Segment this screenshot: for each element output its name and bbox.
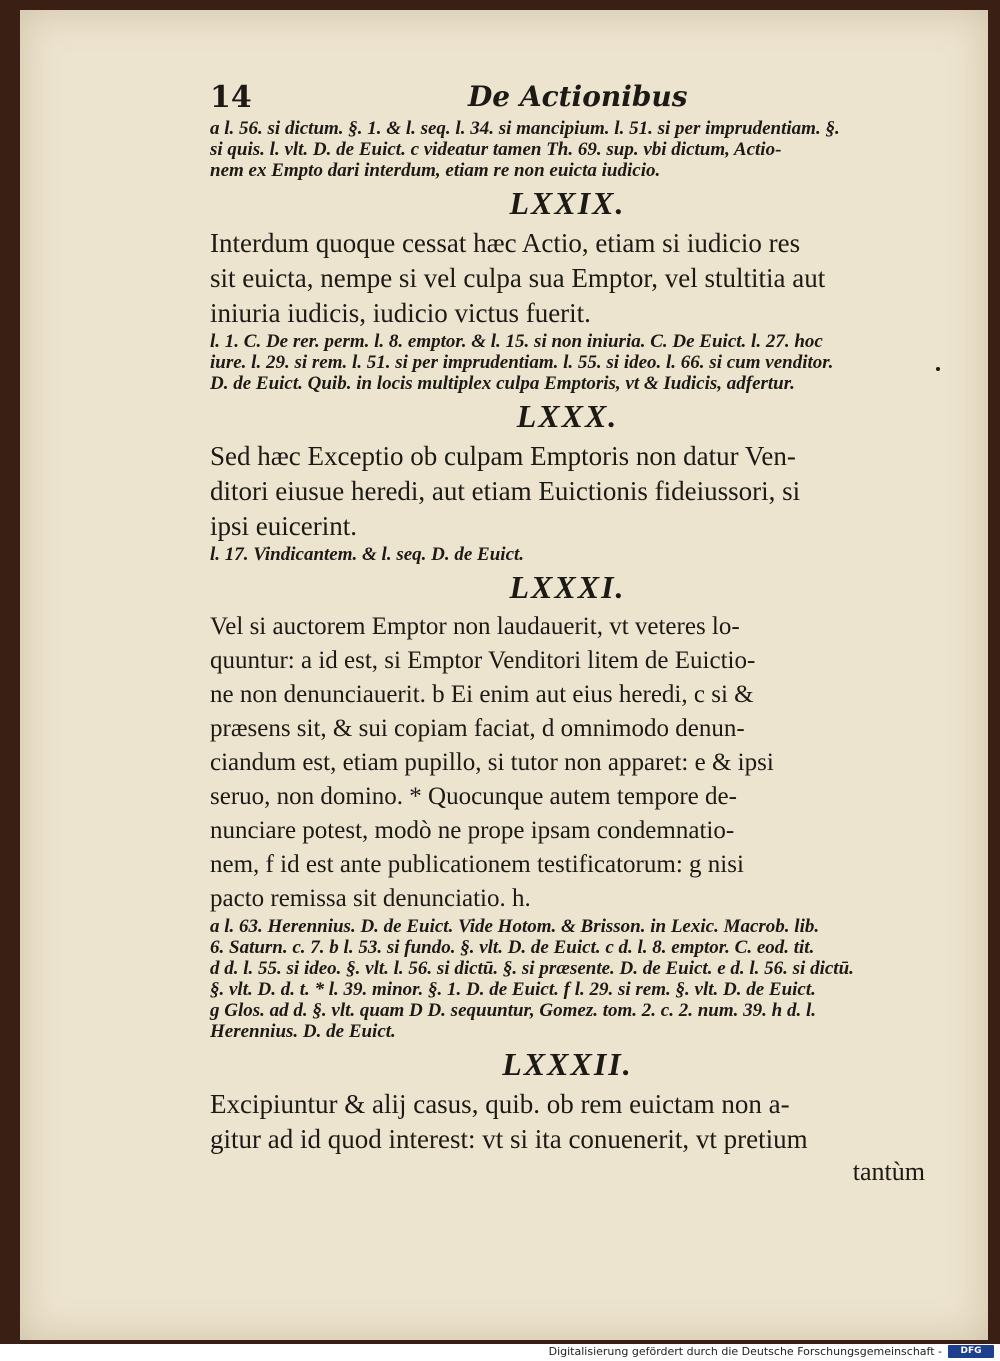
footnote-block (210, 544, 925, 565)
body-line: Interdum quoque cessat hæc Actio, etiam si iudicio res (210, 228, 801, 258)
catchword: tantùm (852, 1157, 925, 1186)
section-body (210, 439, 925, 544)
body-line: gitur ad id quod interest: vt si ita conuenerit, vt pretium (210, 1124, 808, 1154)
body-line: Excipiuntur & alij casus, quib. ob rem euictam non a- (210, 1089, 790, 1119)
body-line: ipsi euicerint. (210, 511, 357, 541)
page-number: 14 (210, 80, 252, 115)
body-line: pacto remissa sit denunciatio. h. (210, 885, 531, 912)
ink-speck (936, 367, 940, 371)
footnote-line: l. 17. Vindicantem. & l. seq. D. de Euict. (210, 544, 525, 565)
page-header (210, 78, 925, 118)
section-numeral: LXXX. (516, 398, 619, 434)
section-numeral: LXXIX. (509, 185, 626, 221)
running-head: De Actionibus (468, 80, 688, 113)
body-line: ditori eiusue heredi, aut etiam Euictionis fideiussori, si (210, 476, 801, 506)
dfg-logo: DFG (948, 1345, 994, 1358)
footnote-line: 6. Saturn. c. 7. b l. 53. si fundo. §. vlt. D. de Euict. c d. l. 8. emptor. C. eod. tit. (210, 937, 815, 958)
footnote-line: a l. 63. Herennius. D. de Euict. Vide Hotom. & Brisson. in Lexic. Macrob. lib. (210, 916, 820, 937)
footnote-block (210, 118, 925, 181)
funding-credit: Digitalisierung gefördert durch die Deutsche Forschungsgemeinschaft - (548, 1345, 942, 1358)
section-body (210, 1087, 925, 1157)
body-line: ne non denunciauerit. b Ei enim aut eius heredi, c si & (210, 681, 754, 708)
footnote-block (210, 916, 925, 1042)
footnote-line: nem ex Empto dari interdum, etiam re non euicta iudicio. (210, 160, 661, 181)
footnote-line: d d. l. 55. si ideo. §. vlt. l. 56. si dictū. §. si præsente. D. de Euict. e d. l. 56. si dictū. (210, 958, 854, 979)
body-line: iniuria iudicis, iudicio victus fuerit. (210, 298, 591, 328)
footnote-line: si quis. l. vlt. D. de Euict. c videatur tamen Th. 69. sup. vbi dictum, Actio- (210, 139, 782, 160)
page-text-block (210, 78, 925, 1187)
body-line: quuntur: a id est, si Emptor Venditori litem de Euictio- (210, 647, 756, 674)
body-line: Vel si auctorem Emptor non laudauerit, vt veteres lo- (210, 613, 740, 640)
footnote-block (210, 331, 925, 394)
digitization-footer (0, 1344, 1000, 1361)
body-line: ciandum est, etiam pupillo, si tutor non apparet: e & ipsi (210, 749, 774, 776)
footnote-line: iure. l. 29. si rem. l. 51. si per imprudentiam. l. 55. si ideo. l. 66. si cum venditor. (210, 352, 834, 373)
footnote-line: l. 1. C. De rer. perm. l. 8. emptor. & l. 15. si non iniuria. C. De Euict. l. 27. hoc (210, 331, 823, 352)
section-numeral: LXXXII. (502, 1046, 633, 1082)
section-body (210, 226, 925, 331)
footnote-line: D. de Euict. Quib. in locis multiplex culpa Emptoris, vt & Iudicis, adfertur. (210, 373, 795, 394)
footnote-line: a l. 56. si dictum. §. 1. & l. seq. l. 34. si mancipium. l. 51. si per imprudentiam. §. (210, 118, 840, 139)
footnote-line: g Glos. ad d. §. vlt. quam D D. sequuntur, Gomez. tom. 2. c. 2. num. 39. h d. l. (210, 1000, 816, 1021)
section-numeral: LXXXI. (509, 569, 626, 605)
body-line: seruo, non domino. * Quocunque autem tempore de- (210, 783, 737, 810)
body-line: præsens sit, & sui copiam faciat, d omnimodo denun- (210, 715, 745, 742)
body-line: sit euicta, nempe si vel culpa sua Emptor, vel stultitia aut (210, 263, 826, 293)
section-body (210, 610, 925, 916)
footnote-line: §. vlt. D. d. t. * l. 39. minor. §. 1. D. de Euict. f l. 29. si rem. §. vlt. D. de Euict. (210, 979, 816, 1000)
body-line: nunciare potest, modò ne prope ipsam condemnatio- (210, 817, 735, 844)
footnote-line: Herennius. D. de Euict. (210, 1021, 396, 1042)
body-line: nem, f id est ante publicationem testificatorum: g nisi (210, 851, 744, 878)
body-line: Sed hæc Exceptio ob culpam Emptoris non datur Ven- (210, 441, 796, 471)
